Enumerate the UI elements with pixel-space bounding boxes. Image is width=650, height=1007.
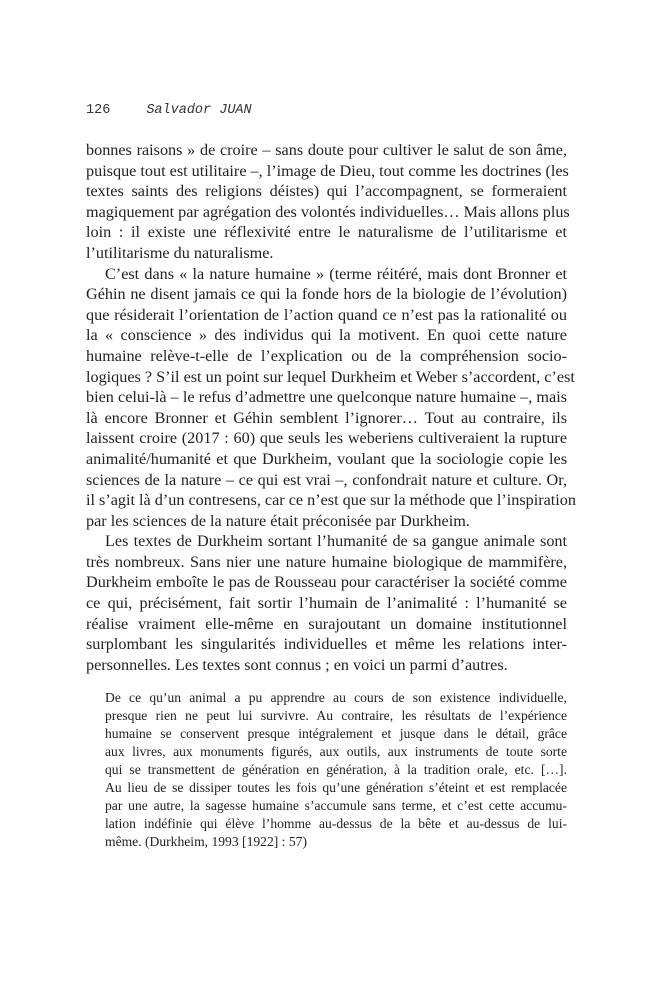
text-line: bien celui-là – le refus d’admettre une quelconque nature humaine –, mais [86,388,567,407]
text-line: personnelles. Les textes sont connus ; en voici un parmi d’autres. [86,655,508,674]
text-line: magiquement par agrégation des volontés individuelles… Mais allons plus [86,202,570,221]
text-line: humaine relève-t-elle de l’explication ou de la compréhension socio- [86,346,567,365]
quote-line: aux livres, aux monuments figurés, aux outils, aux instruments de toute sorte [105,744,567,760]
text-line: surplombant les singularités individuelles et même les relations inter- [86,635,567,654]
quote-line: par une autre, la sagesse humaine s’accumule sans terme, et c’est cette accumu- [105,797,567,813]
quote-line: qui se transmettent de génération en génération, à la tradition orale, etc. […]. [105,762,567,778]
paragraph [86,140,570,264]
text-line: animalité/humanité et que Durkheim, voulant que la sociologie copie les [86,449,567,468]
text-line: C’est dans « la nature humaine » (terme réitéré, mais dont Bronner et [105,264,567,283]
quote-line: même. (Durkheim, 1993 [1922] : 57) [105,833,307,849]
quote-line: humaine se conservent presque intégralement et jusque dans le détail, grâce [105,726,567,742]
text-line: la « conscience » des individus qui la motivent. En quoi cette nature [86,326,567,345]
page-number: 126 [86,103,111,118]
text-line: loin : il existe une réflexivité entre le naturalisme de l’utilitarisme et [86,223,567,242]
block-quote [105,689,567,850]
text-line: par les sciences de la nature était préconisée par Durkheim. [86,511,470,530]
text-line: là encore Bronner et Géhin semblent l’ignorer… Tout au contraire, ils [86,408,567,427]
text-line: réalise vraiment elle-même en surajoutant un domaine institutionnel [86,614,567,633]
running-author: Salvador JUAN [146,103,252,118]
text-line: que résiderait l’orientation de l’action quand ce n’est pas la rationalité ou [86,305,567,324]
quote-line: lation indéfinie qui élève l’homme au-dessus de la bête et au-dessus de lui- [105,815,567,831]
text-line: ce qui, précisément, fait sortir l’humain de l’animalité : l’humanité se [86,594,567,613]
text-line: l’utilitarisme du naturalisme. [86,243,274,262]
text-line: bonnes raisons » de croire – sans doute pour cultiver le salut de son âme, [86,141,567,159]
paragraph [86,531,567,675]
page-content [86,140,576,851]
quote-line: De ce qu’un animal a pu apprendre au cours de son existence individuelle, [105,690,567,706]
text-line: puisque tout est utilitaire –, l’image de Dieu, tout comme les doctrines (les [86,161,569,180]
text-line: sciences de la nature – ce qui est vrai –, confondrait nature et culture. Or, [86,470,567,489]
text-line: Durkheim emboîte le pas de Rousseau pour caractériser la société comme [86,573,567,592]
text-line: Les textes de Durkheim sortant l’humanité de sa gangue animale sont [105,532,567,551]
text-line: laissent croire (2017 : 60) que seuls les weberiens cultiveraient la rupture [86,429,567,448]
quote-line: presque rien ne peut lui survivre. Au contraire, les résultats de l’expérience [105,708,567,724]
running-header [86,103,252,118]
text-line: textes saints des religions déistes) qui l’accompagnent, se formeraient [86,182,567,201]
text-line: il s’agit là d’un contresens, car ce n’est que sur la méthode que l’inspiration [86,491,576,510]
quote-line: Au lieu de se dissiper toutes les fois qu’une génération s’éteint et est remplacée [105,779,567,795]
text-line: logiques ? S’il est un point sur lequel Durkheim et Weber s’accordent, c’est [86,367,575,386]
text-line: très nombreux. Sans nier une nature humaine biologique de mammifère, [86,552,567,571]
text-line: Géhin ne disent jamais ce qui la fonde hors de la biologie de l’évolution) [86,285,567,304]
paragraph [86,264,576,532]
body-text [86,140,576,675]
